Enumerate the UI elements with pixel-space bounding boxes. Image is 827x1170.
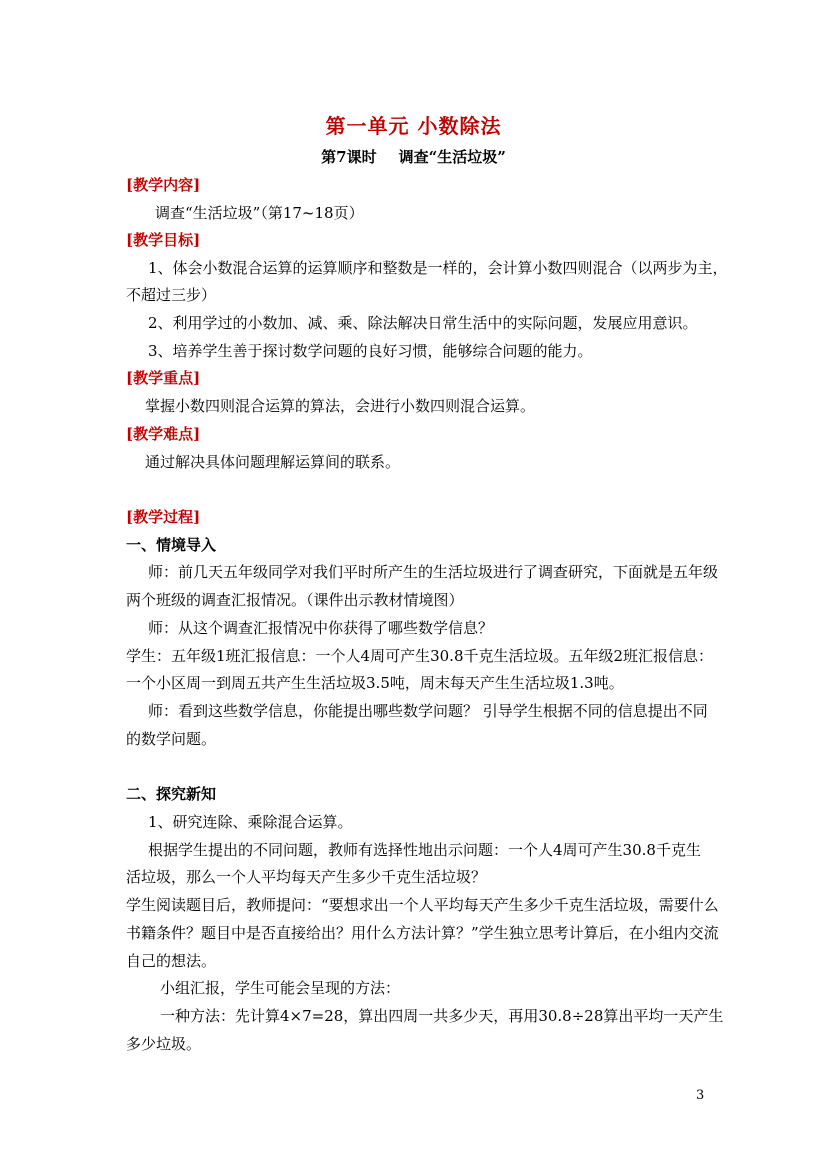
goal-1-line-1: 1、体会小数混合运算的运算顺序和整数是一样的，会计算小数四则混合（以两步为主， [148,259,728,277]
part-1-heading: 一、情境导入 [126,536,217,554]
key-text: 掌握小数四则混合运算的算法，会进行小数四则混合运算。 [145,397,536,415]
part-2-line-9: 多少垃圾。 [126,1035,202,1053]
part-2-line-2: 根据学生提出的不同问题，教师有选择性地出示问题：一个人4周可产生30.8千克生 [148,841,701,859]
part-1-line-2: 两个班级的调查汇报情况。（课件出示教材情境图） [126,591,464,609]
part-1-line-1: 师：前几天五年级同学对我们平时所产生的生活垃圾进行了调查研究，下面就是五年级 [148,563,719,581]
page-number: 3 [696,1088,705,1103]
part-2-line-7: 小组汇报，学生可能会呈现的方法： [160,979,401,997]
difficult-text: 通过解决具体问题理解运算间的联系。 [145,453,401,471]
part-2-line-1: 1、研究连除、乘除混合运算。 [148,813,353,831]
section-heading-goals: [教学目标] [126,231,201,249]
part-1-line-5: 一个小区周一到周五共产生生活垃圾3.5吨，周末每天产生生活垃圾1.3吨。 [126,674,624,692]
part-1-line-4: 学生：五年级1班汇报信息：一个人4周可产生30.8千克生活垃圾。五年级2班汇报信息： [126,647,714,665]
part-1-line-3: 师：从这个调查汇报情况中你获得了哪些数学信息？ [148,619,494,637]
part-1-line-6: 师：看到这些数学信息，你能提出哪些数学问题？ 引导学生根据不同的信息提出不同 [148,702,708,720]
goal-3: 3、培养学生善于探讨数学问题的良好习惯，能够综合问题的能力。 [148,342,593,360]
section-heading-process: [教学过程] [126,508,201,526]
part-2-line-8: 一种方法：先计算4×7=28，算出四周一共多少天，再用30.8÷28算出平均一天产生 [160,1007,724,1025]
lesson-topic: 调查“生活垃圾” [398,148,506,166]
part-2-heading: 二、探究新知 [126,785,217,803]
lesson-subtitle [0,146,827,167]
section-heading-key: [教学重点] [126,369,201,387]
goal-2: 2、利用学过的小数加、减、乘、除法解决日常生活中的实际问题，发展应用意识。 [148,314,698,332]
lesson-number: 第7课时 [321,148,377,166]
part-2-line-5: 书籍条件？题目中是否直接给出？用什么方法计算？”学生独立思考计算后，在小组内交流 [126,924,719,942]
part-2-line-3: 活垃圾，那么一个人平均每天产生多少千克生活垃圾？ [126,868,487,886]
content-text: 调查“生活垃圾”（第17~18页） [155,204,364,222]
section-heading-difficult: [教学难点] [126,425,201,443]
section-heading-content: [教学内容] [126,176,201,194]
part-2-line-4: 学生阅读题目后，教师提问：“要想求出一个人平均每天产生多少千克生活垃圾，需要什么 [126,896,719,914]
part-1-line-7: 的数学问题。 [126,730,217,748]
part-2-line-6: 自己的想法。 [126,952,217,970]
page-title: 第一单元 小数除法 [325,114,502,138]
goal-1-line-2: 不超过三步） [126,286,217,304]
